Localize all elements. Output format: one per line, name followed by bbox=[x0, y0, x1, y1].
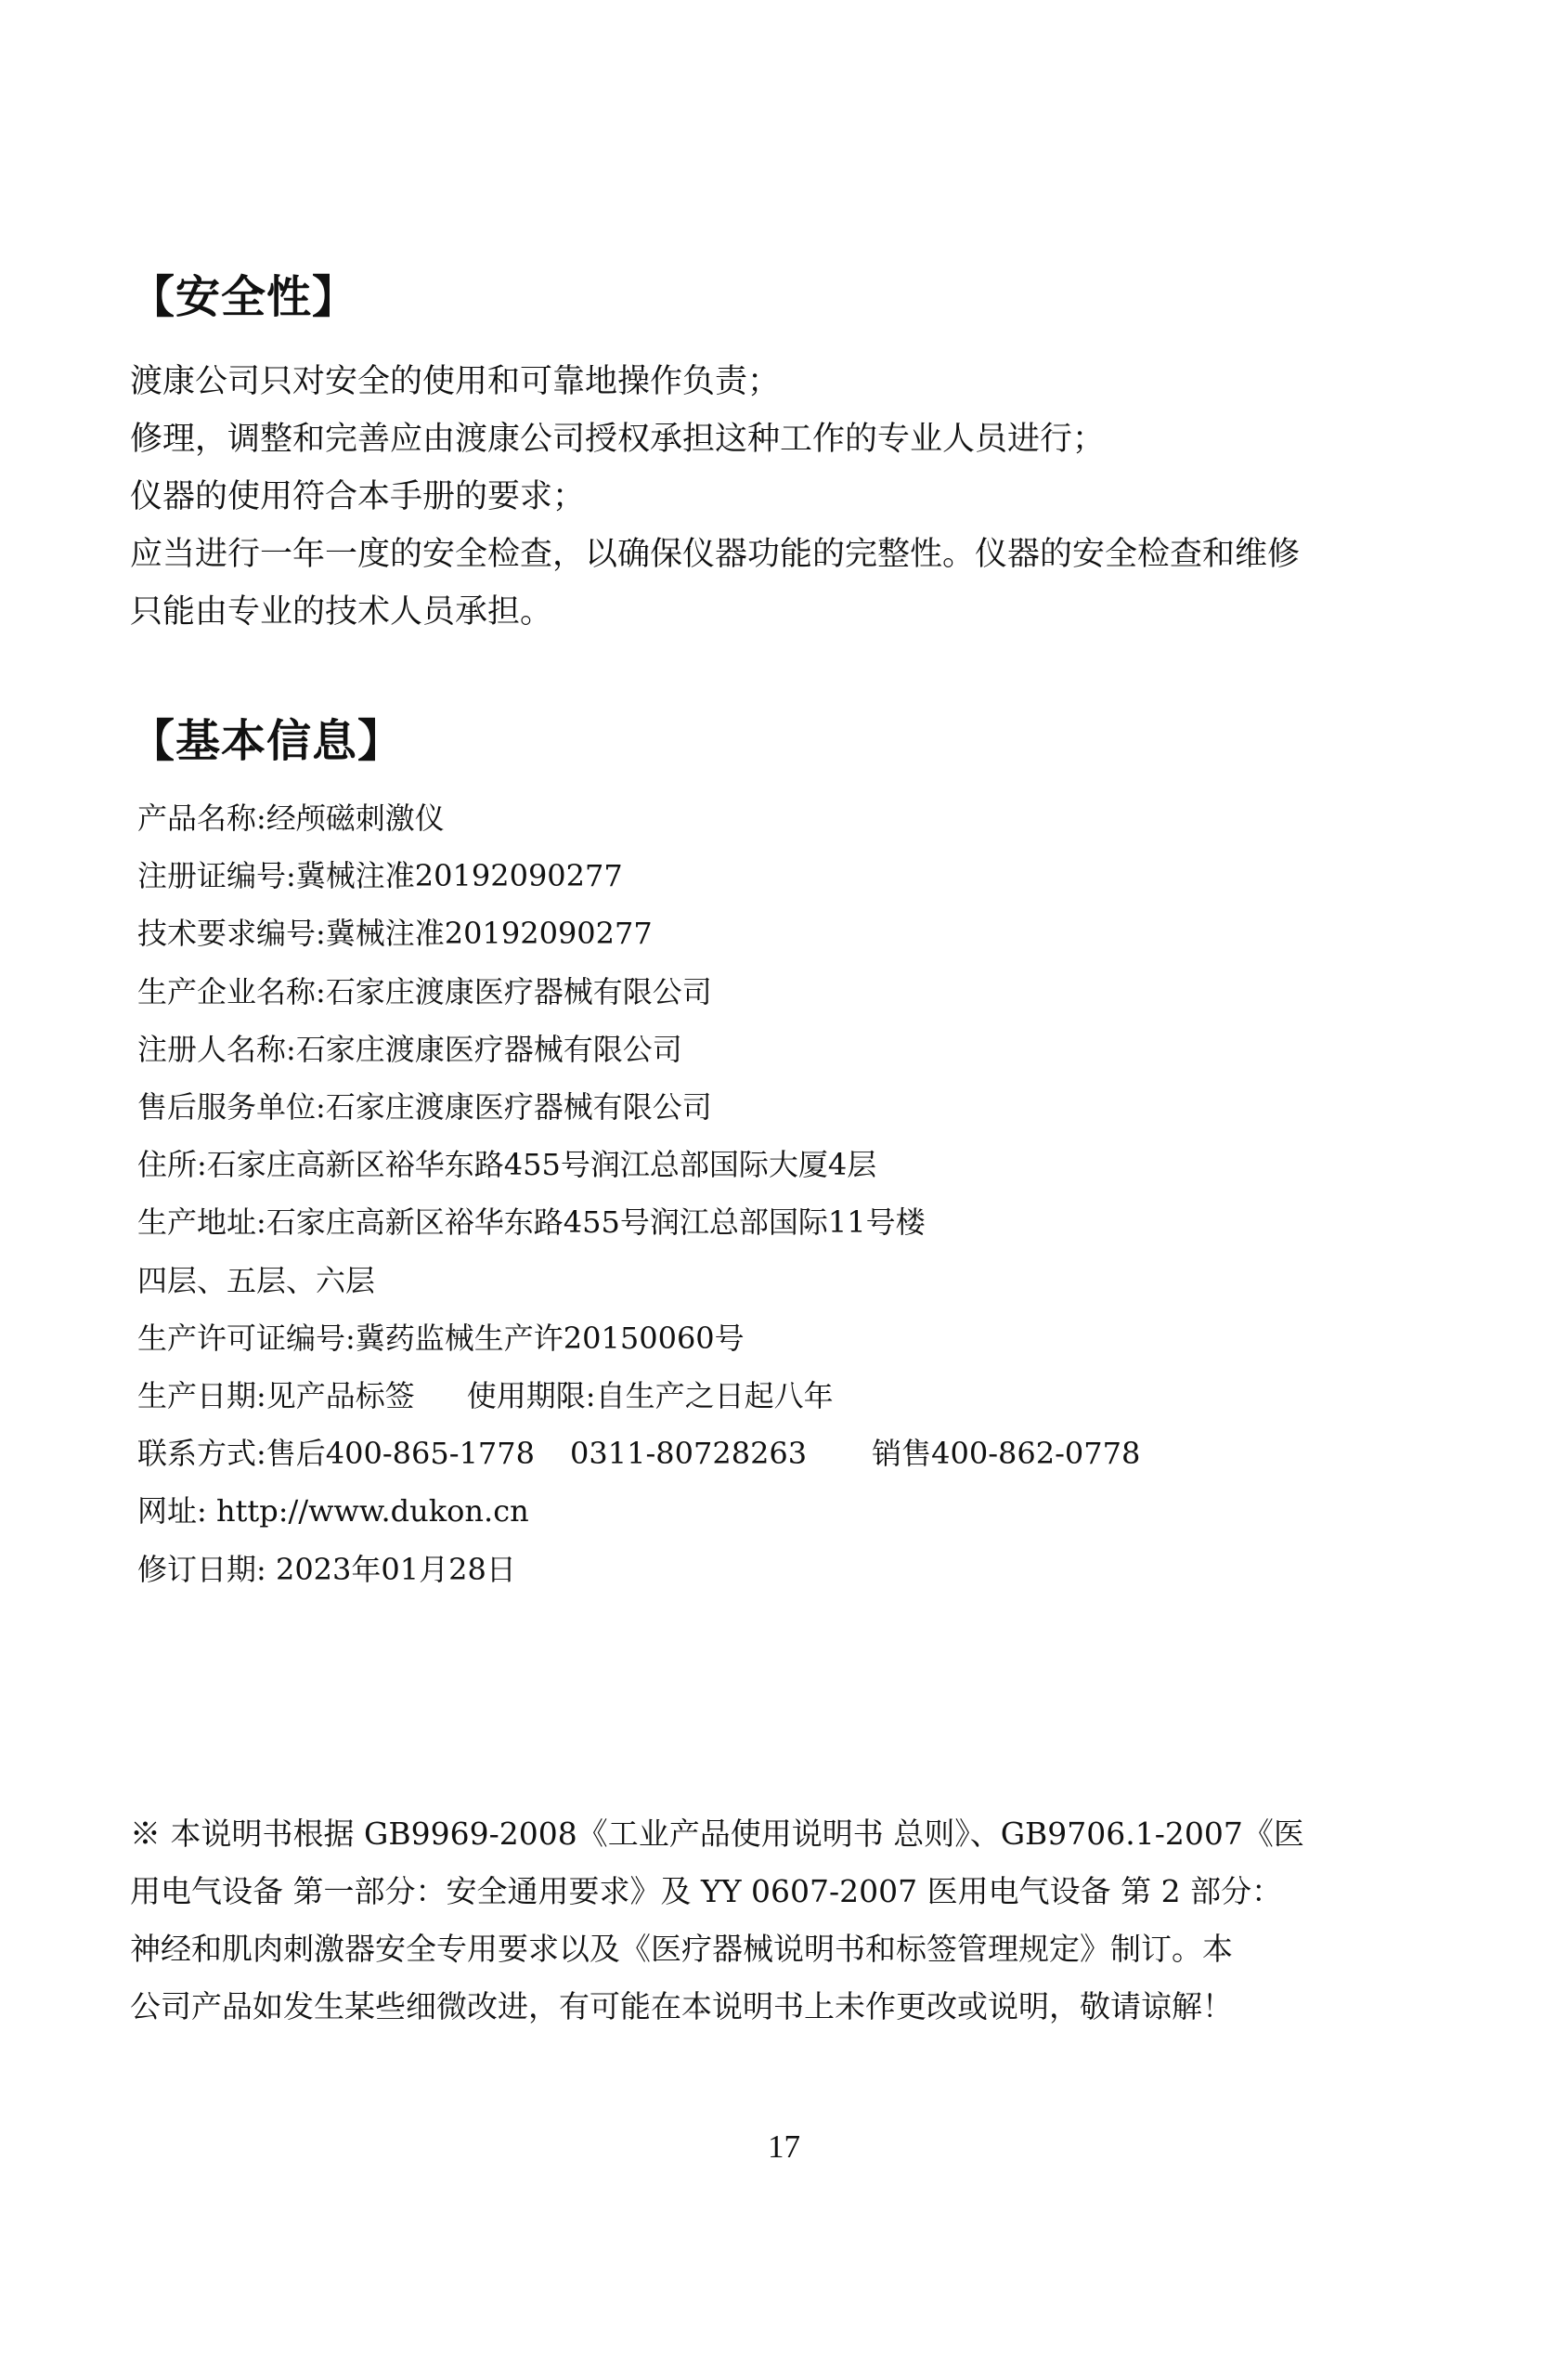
website: 网址: http://www.dukon.cn bbox=[137, 1493, 529, 1529]
production-license-number: 生产许可证编号:冀药监械生产许20150060号 bbox=[137, 1320, 745, 1356]
contact-after-sales: 联系方式:售后400-865-1778 bbox=[137, 1436, 536, 1472]
basic-info-section bbox=[137, 789, 1456, 1598]
footnote bbox=[130, 1805, 1448, 2036]
production-address-continued: 四层、五层、六层 bbox=[137, 1262, 376, 1298]
page-number: 17 bbox=[768, 2128, 800, 2165]
contact-line bbox=[137, 1425, 1456, 1482]
product-name: 产品名称:经颅磁刺激仪 bbox=[137, 801, 445, 836]
technical-requirement-number: 技术要求编号:冀械注准20192090277 bbox=[137, 916, 653, 952]
footnote-line: 公司产品如发生某些细微改进，有可能在本说明书上未作更改或说明，敬请谅解！ bbox=[130, 1988, 1233, 2024]
footnote-line: 神经和肌肉刺激器安全专用要求以及《医疗器械说明书和标签管理规定》制订。本 bbox=[130, 1931, 1233, 1967]
domicile-address: 住所:石家庄高新区裕华东路455号润江总部国际大厦4层 bbox=[137, 1147, 877, 1183]
footnote-line: ※ 本说明书根据 GB9969-2008《工业产品使用说明书 总则》、GB9706.1-2007《医 bbox=[130, 1816, 1304, 1852]
contact-phone: 0311-80728263 bbox=[570, 1436, 808, 1472]
contact-sales: 销售400-862-0778 bbox=[872, 1436, 1141, 1472]
safety-section bbox=[130, 353, 1448, 641]
production-date: 生产日期:见产品标签 bbox=[137, 1378, 415, 1414]
registrant-name: 注册人名称:石家庄渡康医疗器械有限公司 bbox=[137, 1031, 682, 1067]
safety-line: 应当进行一年一度的安全检查，以确保仪器功能的完整性。仪器的安全检查和维修 bbox=[130, 536, 1301, 573]
manufacturer-name: 生产企业名称:石家庄渡康医疗器械有限公司 bbox=[137, 973, 712, 1009]
safety-heading: 【安全性】 bbox=[130, 271, 358, 323]
safety-line: 只能由专业的技术人员承担。 bbox=[130, 593, 553, 631]
service-life: 使用期限:自生产之日起八年 bbox=[466, 1378, 834, 1414]
footnote-line: 用电气设备 第一部分：安全通用要求》及 YY 0607-2007 医用电气设备 第 2 部分： bbox=[130, 1873, 1283, 1909]
revision-date: 修订日期: 2023年01月28日 bbox=[137, 1551, 516, 1587]
production-address: 生产地址:石家庄高新区裕华东路455号润江总部国际11号楼 bbox=[137, 1204, 926, 1241]
after-sales-unit: 售后服务单位:石家庄渡康医疗器械有限公司 bbox=[137, 1089, 712, 1126]
safety-line: 仪器的使用符合本手册的要求； bbox=[130, 478, 586, 515]
dates-line bbox=[137, 1367, 1456, 1425]
safety-line: 渡康公司只对安全的使用和可靠地操作负责； bbox=[130, 363, 781, 400]
safety-line: 修理，调整和完善应由渡康公司授权承担这种工作的专业人员进行； bbox=[130, 421, 1106, 458]
registration-number: 注册证编号:冀械注准20192090277 bbox=[137, 858, 623, 894]
basic-info-heading: 【基本信息】 bbox=[130, 715, 404, 767]
